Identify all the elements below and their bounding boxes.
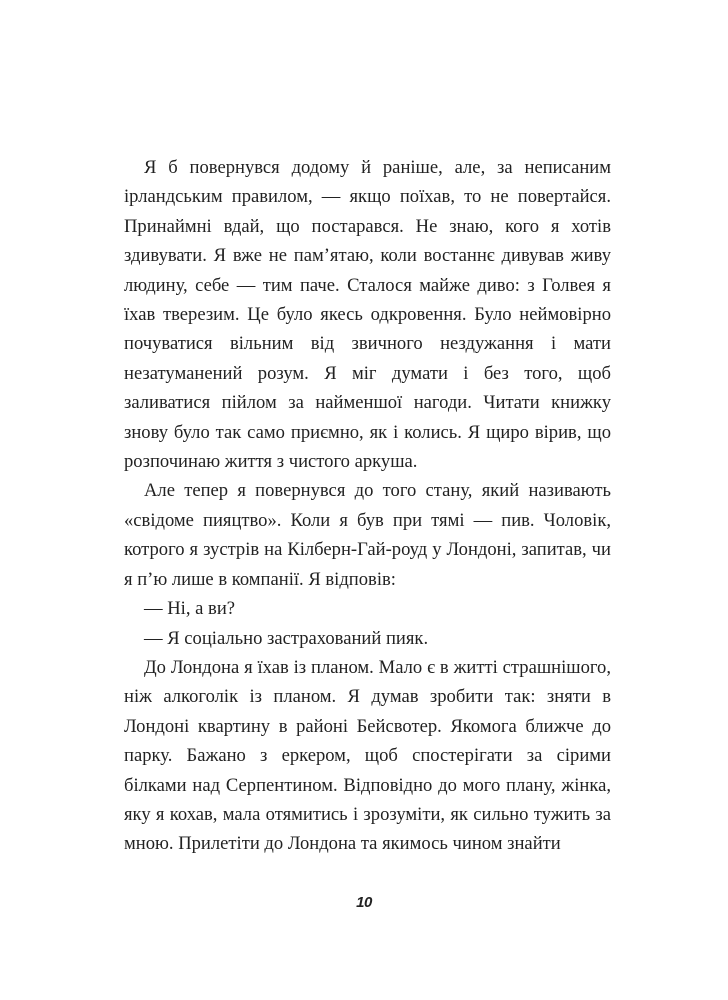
body-text <box>124 153 611 859</box>
paragraph-2: Але тепер я повернувся до того стану, який називають «свідоме пияцтво». Коли я був при тямі — пив. Чоловік, котрого я зустрів на Кілберн-Гай-роуд у Лондоні, запитав, чи я п’ю лише в компанії. Я відповів: <box>124 480 611 590</box>
paragraph-3: До Лондона я їхав із планом. Мало є в житті страшнішого, ніж алкоголік із планом. Я думав зробити так: зняти в Лондоні квартину в районі Бейсвотер. Якомога ближче до парку. Бажано з еркером, щоб спостерігати за сірими білками над Серпентином. Відповідно до мого плану, жінка, яку я кохав, мала отямитись і зрозуміти, як сильно тужить за мною. Прилетіти до Лондона та якимось чином знайти <box>124 656 611 855</box>
paragraph-1: Я б повернувся додому й раніше, але, за неписаним ірландським правилом, — якщо поїхав, то не повертайся. Принаймні вдай, що постарався. Не знаю, кого я хотів здивувати. Я вже не пам’ятаю, коли востаннє дивував живу людину, себе — тим паче. Сталося майже диво: з Голвея я їхав тверезим. Це було якесь одкровення. Було неймовірно почуватися вільним від звичного нездужання і мати незатуманений розум. Я міг думати і без того, щоб заливатися пійлом за найменшої нагоди. Читати книжку знову було так само приємно, як і колись. Я щиро вірив, що розпочинаю життя з чистого аркуша. <box>124 157 611 473</box>
page-number: 10 <box>356 894 372 911</box>
dialogue-line-1: — Ні, а ви? <box>144 598 236 620</box>
dialogue-line-2: — Я соціально застрахований пияк. <box>144 627 429 649</box>
